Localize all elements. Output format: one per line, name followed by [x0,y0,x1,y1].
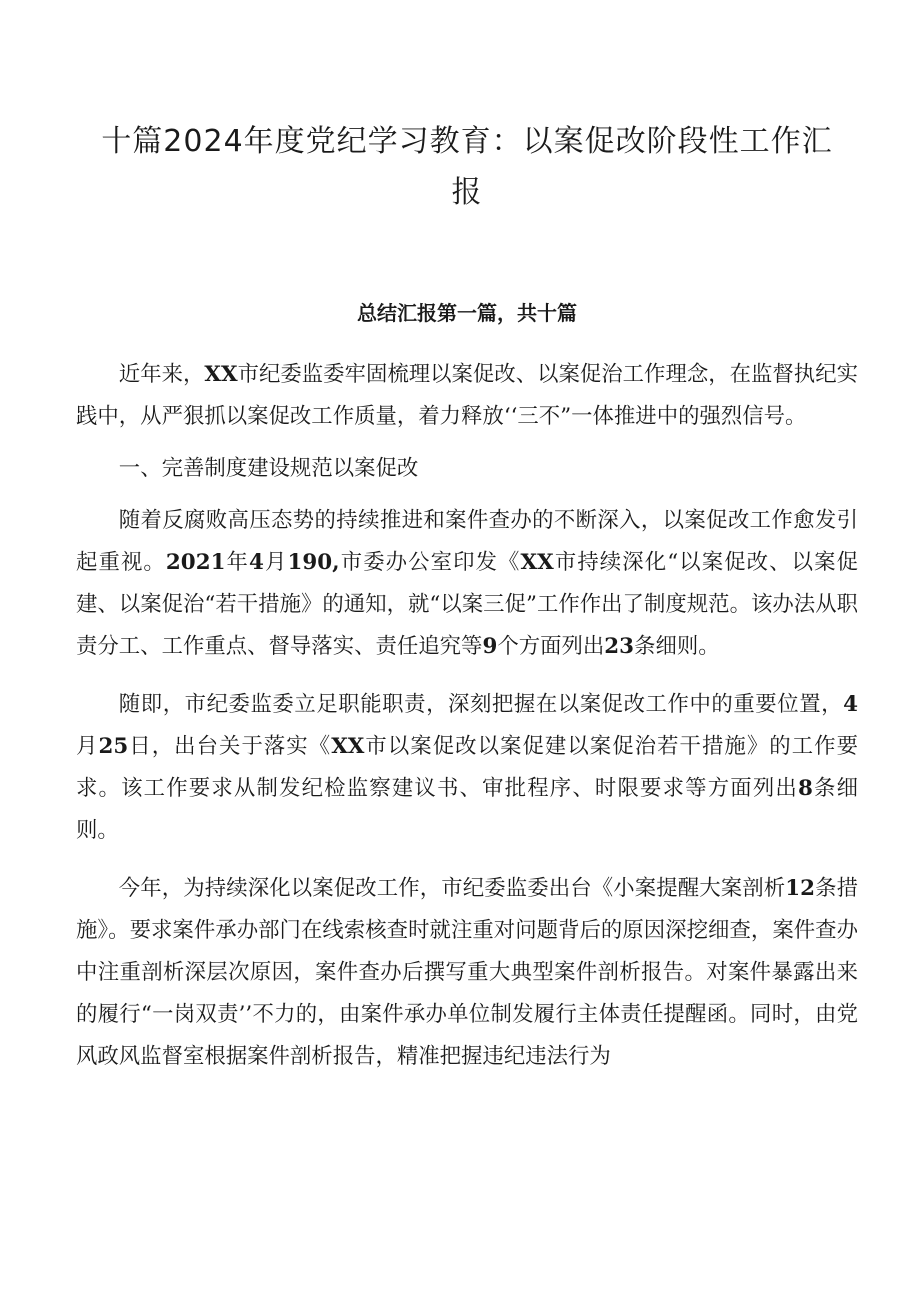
bold-text-run: 4 [843,692,858,717]
document-subtitle: 总结汇报第一篇，共十篇 [357,301,577,325]
text-run: 今年，为持续深化以案促改工作，市纪委监委出台《小案提醒大案剖析 [118,876,786,901]
bold-text-run: XX [331,734,365,759]
text-run: 条细则。 [634,634,720,659]
bold-text-run: 8 [797,776,813,801]
bold-text-run: 4 [249,550,264,575]
text-run: 条措施》。要求案件承办部门在线索核查时就注重对问题背后的原因深挖细查，案件查办中注重剖析深层次原因，案件查办后撰写重大典型案件剖析报告。对案件暴露出来的履行“一岗双责’’不力的，由案件承办单位制发履行主体责任提醒函。同时，由党风政风监督室根据案件剖析报告，精准把握违纪违法行为 [76,876,858,1069]
text-run: 近年来， [118,362,205,387]
bold-text-run: XX [520,550,554,575]
text-run: 日，出台关于落实《 [128,734,332,759]
section-heading [76,448,858,490]
text-run: 市委办公室印发《 [339,550,521,575]
text-run: 月 [263,550,288,575]
text-run: 随着反腐败高压态势的持续推进和案件查办的不断深入，以案促改工作愈发引起重视。 [76,508,858,575]
text-run: 年 [225,550,250,575]
text-run: 市以案促改以案促建以案促治若干措施》的工作要求。该工作要求从制发纪检监察建议书、审批程序、时限要求等方面列出 [76,734,858,801]
bold-text-run: 25 [98,734,129,759]
text-run: 市持续深化“以案促改、以案促建、以案促治“若干措施》的通知，就“以案三促”工作作出了制度规范。该办法从职责分工、工作重点、督导落实、责任追究等 [76,550,858,659]
text-run: 一、完善制度建设规范以案促改 [118,456,419,481]
bold-text-run: 2021 [165,550,226,575]
text-run: 个方面列出 [497,634,605,659]
paragraph-intro [76,354,858,438]
bold-text-run: 190, [287,550,340,575]
text-run: 月 [76,734,99,759]
text-run: 条细则。 [76,776,858,843]
text-run: 随即，市纪委监委立足职能职责，深刻把握在以案促改工作中的重要位置， [118,692,844,717]
bold-text-run: 9 [482,634,498,659]
document-title: 十篇2024年度党纪学习教育：以案促改阶段性工作汇报 [101,124,833,210]
bold-text-run: 12 [785,876,815,901]
bold-text-run: 23 [604,634,635,659]
paragraph [76,868,858,1078]
bold-text-run: XX [204,362,238,387]
paragraph [76,684,858,852]
paragraph [76,500,858,668]
text-run: 市纪委监委牢固梳理以案促改、以案促治工作理念，在监督执纪实践中，从严狠抓以案促改工作质量，着力释放‘‘三不”一体推进中的强烈信号。 [76,362,858,429]
